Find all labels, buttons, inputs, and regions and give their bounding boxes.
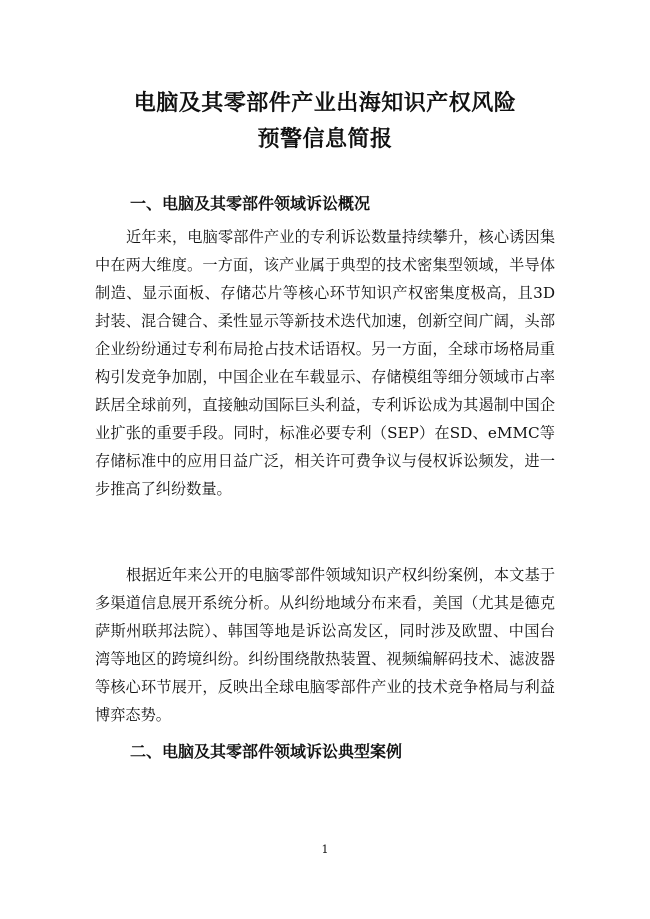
document-title-line-1: 电脑及其零部件产业出海知识产权风险 bbox=[133, 91, 517, 116]
page-number: 1 bbox=[321, 843, 329, 856]
section-1-paragraph-2: 根据近年来公开的电脑零部件领域知识产权纠纷案例，本文基于多渠道信息展开系统分析。从纠纷地域分布来看，美国（尤其是德克萨斯州联邦法院）、韩国等地是诉讼高发区，同时涉及欧盟、中国台湾等地区的跨境纠纷。纠纷围绕散热装置、视频编解码技术、滤波器等核心环节展开，反映出全球电脑零部件产业的技术竞争格局与利益博弈态势。 bbox=[95, 566, 555, 724]
section-2-heading: 二、电脑及其零部件领域诉讼典型案例 bbox=[130, 742, 403, 761]
section-1-heading: 一、电脑及其零部件领域诉讼概况 bbox=[130, 194, 371, 213]
document-title-line-2: 预警信息简报 bbox=[257, 127, 393, 152]
section-1-paragraph-1: 近年来，电脑零部件产业的专利诉讼数量持续攀升，核心诱因集中在两大维度。一方面，该产业属于典型的技术密集型领域，半导体制造、显示面板、存储芯片等核心环节知识产权密集度极高，且3D封装、混合键合、柔性显示等新技术迭代加速，创新空间广阔，头部企业纷纷通过专利布局抢占技术话语权。另一方面，全球市场格局重构引发竞争加剧，中国企业在车载显示、存储模组等细分领域市占率跃居全球前列，直接触动国际巨头利益，专利诉讼成为其遏制中国企业扩张的重要手段。同时，标准必要专利（SEP）在SD、eMMC等存储标准中的应用日益广泛，相关许可费争议与侵权诉讼频发，进一步推高了纠纷数量。 bbox=[95, 228, 555, 498]
